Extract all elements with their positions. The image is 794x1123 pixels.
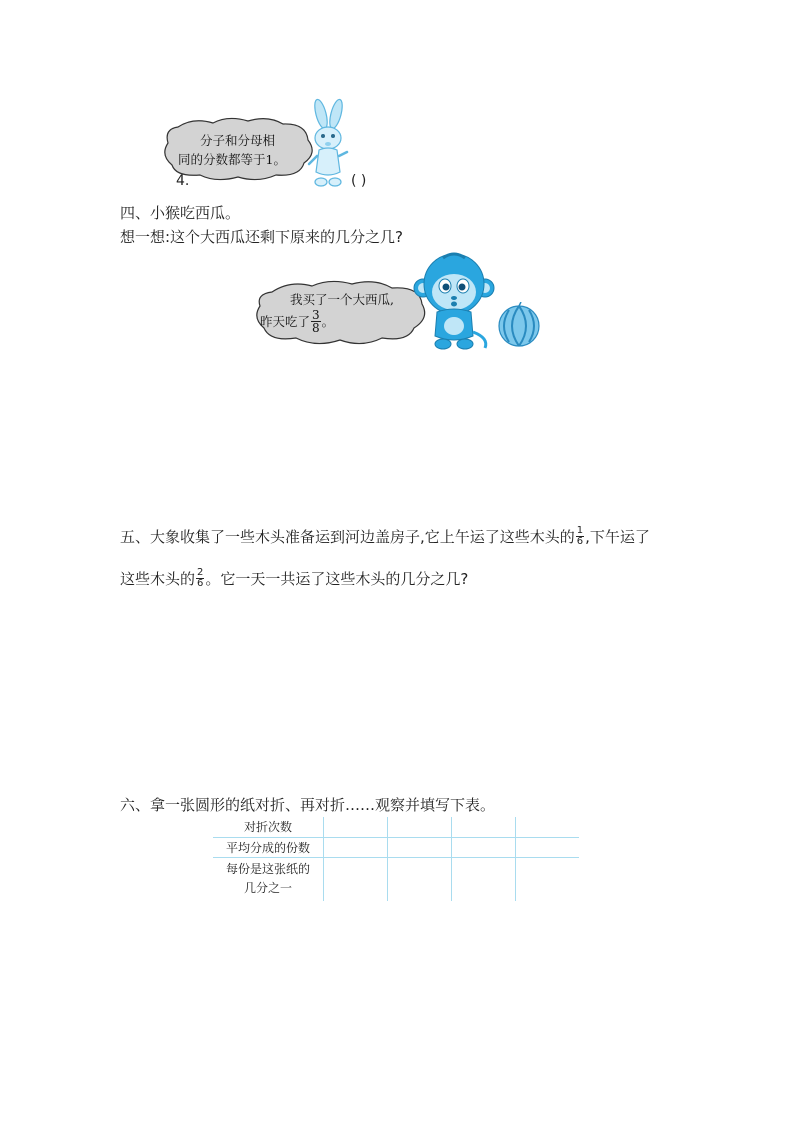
- table-row: [213, 817, 579, 837]
- q4-bubble-text: [178, 131, 286, 169]
- row-header-fraction: [213, 857, 324, 901]
- section6-title: 六、拿一张圆形的纸对折、再对折……观察并填写下表。: [120, 796, 496, 814]
- row-header-fraction-line2: 几分之一: [243, 881, 292, 896]
- fraction-3-8: [311, 309, 321, 334]
- table-cell[interactable]: [516, 857, 580, 901]
- observation-table: [213, 817, 579, 901]
- monkey-bubble-line2-prefix: 昨天吃了: [260, 314, 311, 329]
- table-cell[interactable]: [388, 817, 452, 837]
- q4-bubble-line1: 分子和分母相: [200, 133, 276, 148]
- fraction-numerator: 1: [576, 525, 584, 536]
- table-cell[interactable]: [324, 837, 388, 857]
- table-cell[interactable]: [516, 837, 580, 857]
- monkey-bubble-line1: 我买了一个大西瓜,: [290, 292, 394, 307]
- section5-line1-tail: ,下午运了: [585, 527, 650, 546]
- row-header-fold-count: 对折次数: [213, 817, 324, 837]
- fraction-denominator: 8: [312, 321, 320, 335]
- table-row: [213, 837, 579, 857]
- q4-number: 4.: [176, 173, 190, 189]
- q4-answer-paren[interactable]: ( ): [351, 173, 367, 189]
- table-cell[interactable]: [452, 857, 516, 901]
- section5-line2-tail: 。它一天一共运了这些木头的几分之几?: [205, 569, 469, 588]
- rabbit-icon: [305, 98, 350, 190]
- section5-line1: [120, 526, 650, 547]
- section5-line2-prefix: 这些木头的: [120, 569, 196, 588]
- table-cell[interactable]: [388, 837, 452, 857]
- q4-bubble-line2: 同的分数都等于1。: [178, 152, 286, 167]
- section4-title: 四、小猴吃西瓜。: [120, 204, 241, 222]
- monkey-bubble-text: [260, 290, 394, 334]
- table-row: [213, 857, 579, 901]
- table-cell[interactable]: [516, 817, 580, 837]
- monkey-bubble-line2-suffix: 。: [321, 314, 335, 329]
- row-header-parts: 平均分成的份数: [213, 837, 324, 857]
- table-cell[interactable]: [324, 857, 388, 901]
- row-header-fraction-line1: 每份是这张纸的: [225, 862, 310, 877]
- monkey-icon: [413, 248, 495, 352]
- fraction-denominator: 6: [576, 536, 584, 547]
- fraction-2-6: [196, 568, 204, 589]
- table-cell[interactable]: [452, 817, 516, 837]
- monkey-bubble-line2: [260, 309, 394, 334]
- fraction-1-6: [576, 526, 584, 547]
- fraction-numerator: 2: [197, 567, 204, 578]
- watermelon-icon: [497, 302, 541, 348]
- table-cell[interactable]: [324, 817, 388, 837]
- fraction-denominator: 6: [197, 578, 204, 589]
- fraction-numerator: 3: [312, 308, 320, 322]
- table-cell[interactable]: [452, 837, 516, 857]
- section5-line2: [120, 568, 468, 589]
- section4-prompt: 想一想:这个大西瓜还剩下原来的几分之几?: [120, 228, 404, 246]
- section5-line1-text: 五、大象收集了一些木头准备运到河边盖房子,它上午运了这些木头的: [120, 527, 575, 546]
- table-cell[interactable]: [388, 857, 452, 901]
